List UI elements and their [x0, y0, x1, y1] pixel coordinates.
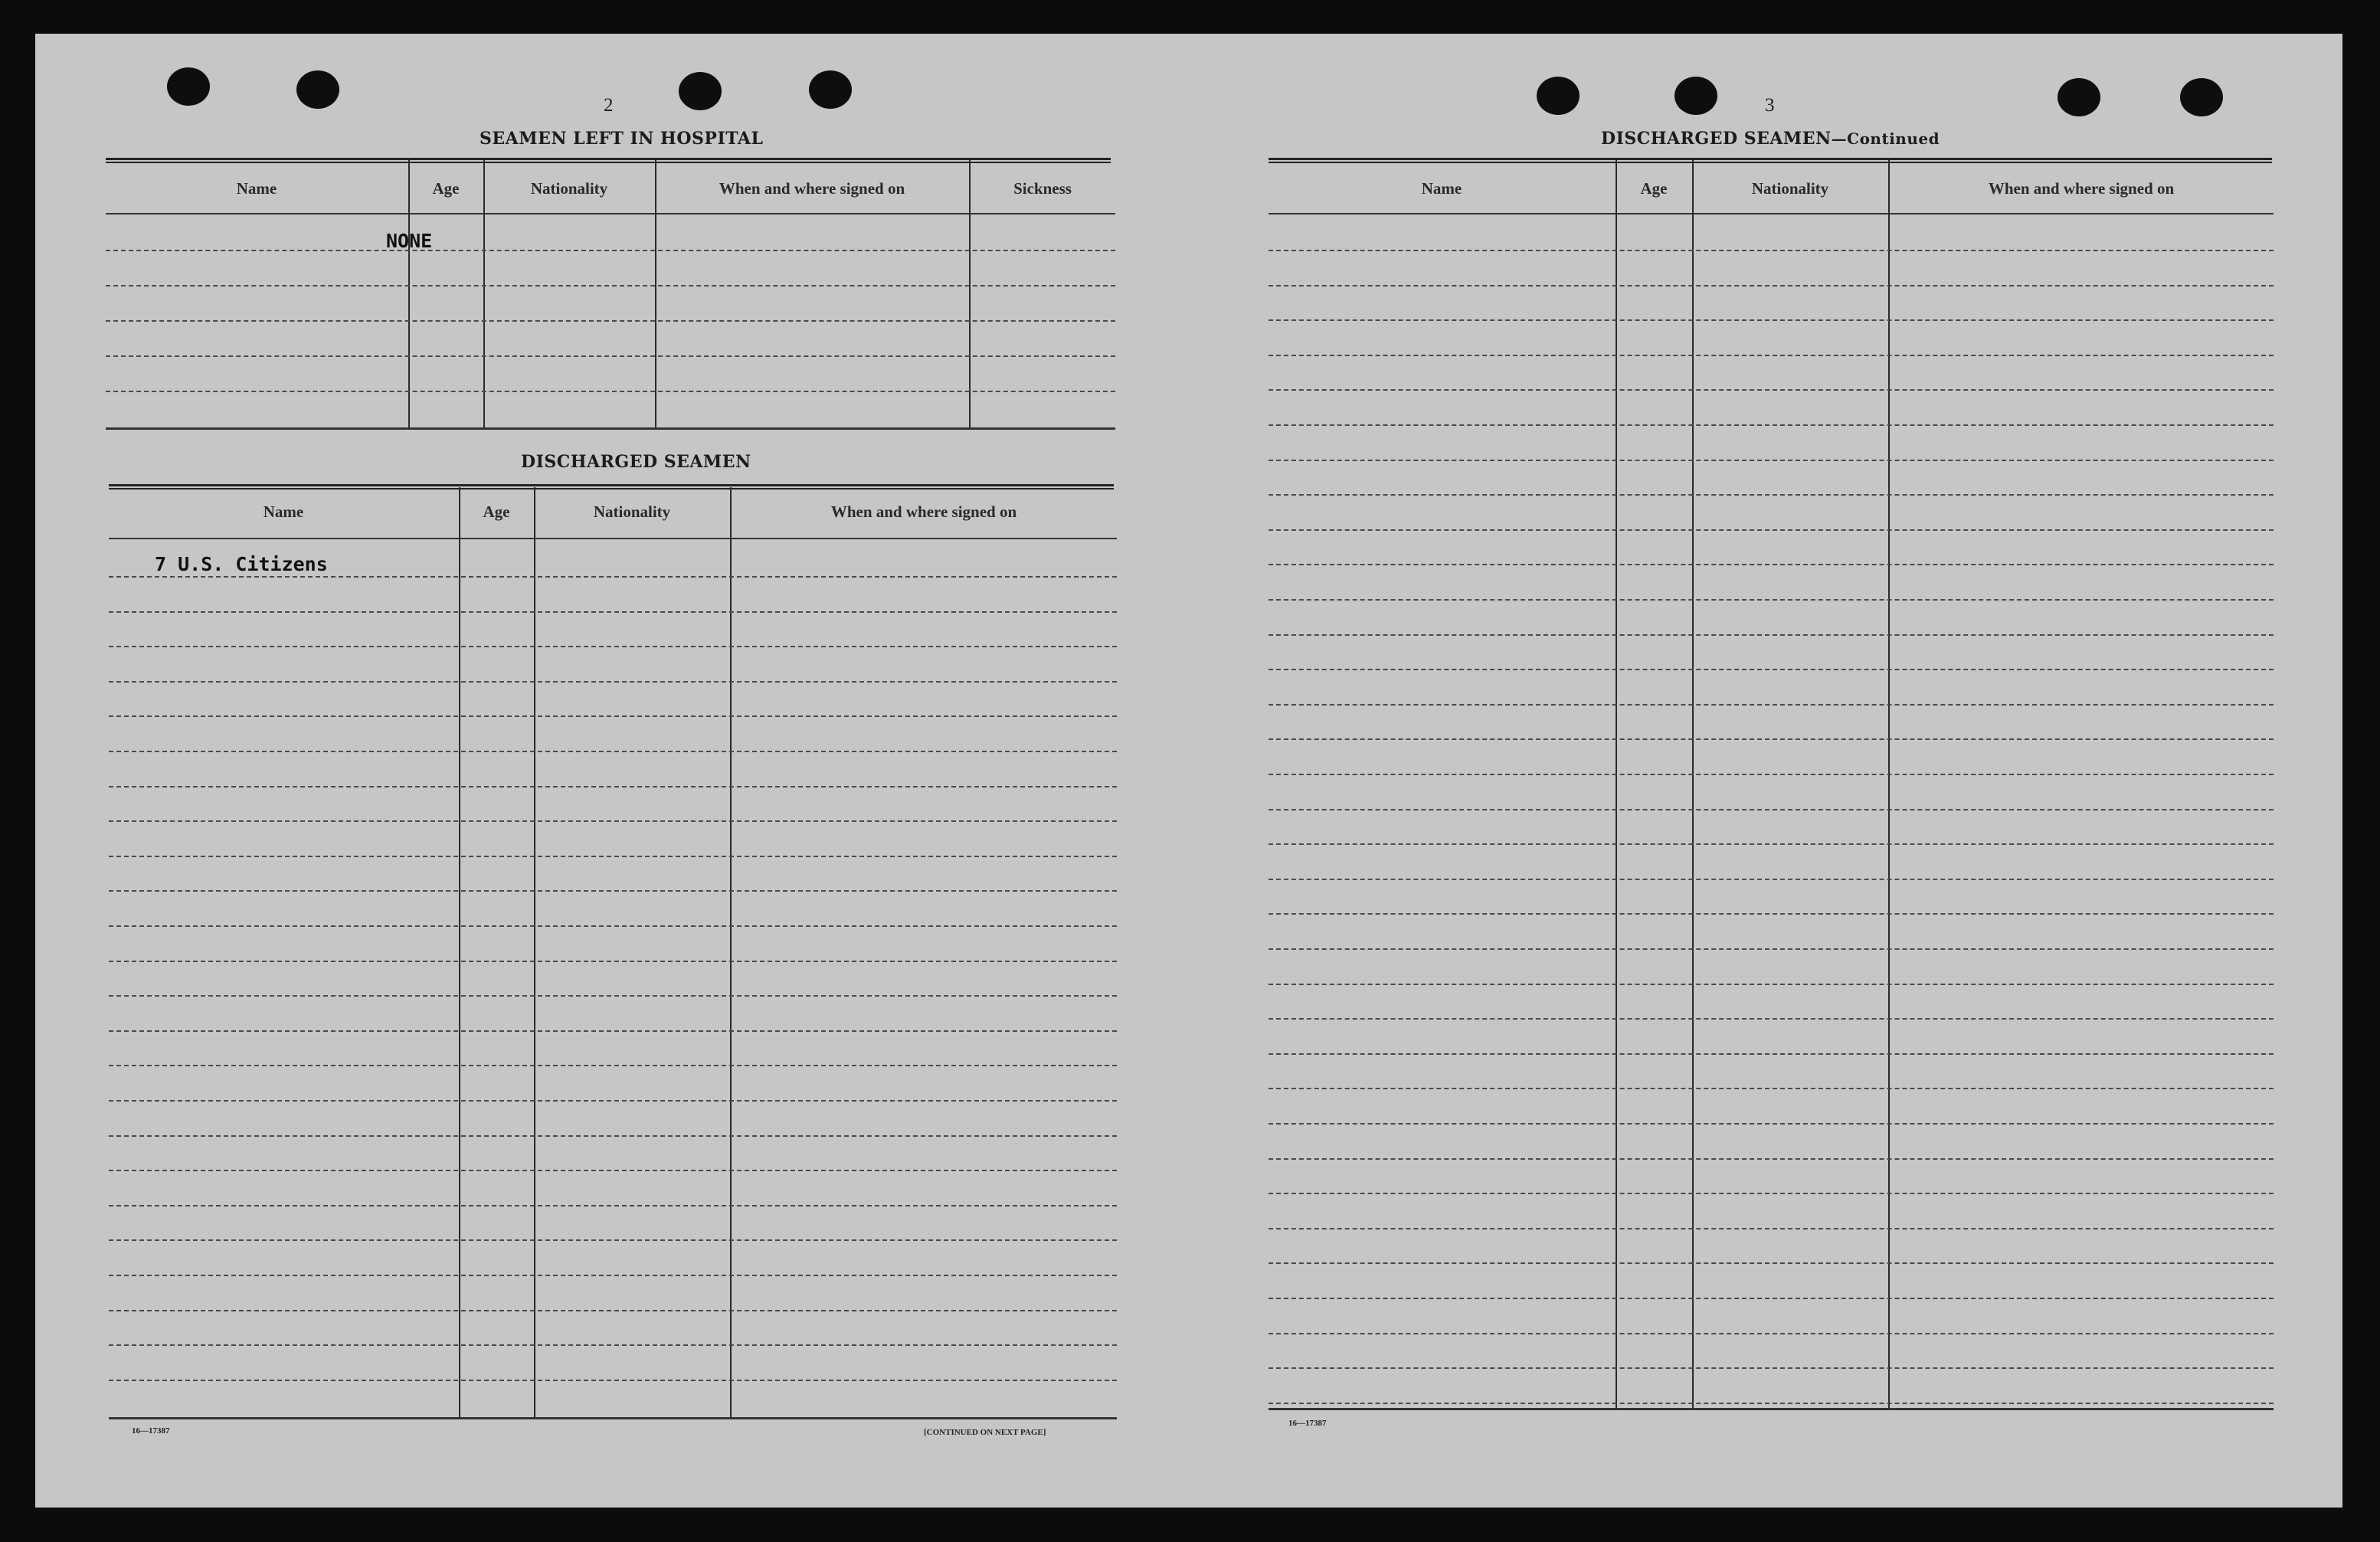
entry-line [106, 285, 1115, 286]
entry-line [1269, 879, 2274, 880]
entry-line [1269, 1053, 2274, 1055]
right-header-rule [1269, 213, 2274, 214]
entry-line [1269, 1298, 2274, 1299]
discharged-col-signed-on: When and where signed on [830, 503, 1017, 521]
column-divider [408, 159, 410, 427]
discharged-col-nationality: Nationality [593, 503, 671, 521]
entry-line [1269, 460, 2274, 461]
entry-line [106, 250, 1115, 251]
column-divider [1888, 159, 1890, 1408]
entry-line [109, 890, 1117, 892]
entry-line [109, 1380, 1117, 1381]
entry-line [1269, 285, 2274, 286]
entry-line [109, 995, 1117, 997]
entry-line [109, 611, 1117, 613]
entry-line [1269, 634, 2274, 636]
entry-line [1269, 1403, 2274, 1404]
hospital-typed-none: NONE [386, 230, 433, 252]
column-divider [483, 159, 485, 427]
column-divider [969, 159, 971, 427]
right-title-main: DISCHARGED SEAMEN [1601, 129, 1832, 149]
column-divider [730, 487, 732, 1417]
punch-hole [2058, 78, 2100, 116]
entry-line [109, 681, 1117, 683]
hospital-header-rule [106, 213, 1115, 214]
right-col-age: Age [1640, 179, 1668, 198]
punch-hole [1537, 77, 1580, 115]
right-col-nationality: Nationality [1751, 179, 1829, 198]
discharged-top-rule [109, 484, 1114, 489]
entry-line [109, 1135, 1117, 1137]
entry-line [109, 1030, 1117, 1032]
punch-hole [809, 70, 852, 109]
entry-line [1269, 669, 2274, 670]
entry-line [1269, 1228, 2274, 1229]
entry-line [1269, 599, 2274, 601]
punch-hole [1675, 77, 1717, 115]
discharged-typed-entry: 7 U.S. Citizens [155, 553, 328, 575]
hospital-bottom-rule [106, 427, 1115, 430]
entry-line [1269, 809, 2274, 810]
column-divider [534, 487, 535, 1417]
right-table-title [1601, 129, 1940, 149]
entry-line [109, 715, 1117, 717]
entry-line [1269, 564, 2274, 565]
entry-line [109, 1310, 1117, 1311]
entry-line [109, 961, 1117, 962]
entry-line [1269, 704, 2274, 706]
discharged-col-name: Name [263, 503, 304, 521]
form-number-right: 16—17387 [1288, 1419, 1327, 1428]
entry-line [109, 576, 1117, 578]
entry-line [1269, 529, 2274, 531]
entry-line [1269, 913, 2274, 915]
page-number-right: 3 [1765, 95, 1775, 116]
hospital-col-signed-on: When and where signed on [719, 179, 905, 198]
entry-line [109, 1344, 1117, 1346]
hospital-top-rule [106, 158, 1111, 163]
discharged-col-age: Age [483, 503, 510, 521]
entry-line [1269, 984, 2274, 985]
entry-line [1269, 1262, 2274, 1264]
entry-line [1269, 738, 2274, 740]
entry-line [109, 646, 1117, 647]
column-divider [459, 487, 460, 1417]
hospital-col-sickness: Sickness [1013, 179, 1072, 198]
entry-line [109, 786, 1117, 787]
discharged-header-rule [109, 538, 1117, 539]
entry-line [1269, 250, 2274, 251]
entry-line [1269, 1158, 2274, 1160]
right-title-suffix: —Continued [1831, 129, 1940, 148]
entry-line [109, 1239, 1117, 1241]
entry-line [109, 1205, 1117, 1206]
entry-line [109, 1275, 1117, 1276]
right-col-signed-on: When and where signed on [1988, 179, 2175, 198]
entry-line [1269, 1193, 2274, 1194]
entry-line [1269, 1367, 2274, 1369]
entry-line [109, 856, 1117, 857]
hospital-col-nationality: Nationality [530, 179, 608, 198]
entry-line [1269, 424, 2274, 426]
column-divider [1616, 159, 1617, 1408]
entry-line [106, 391, 1115, 392]
entry-line [1269, 355, 2274, 356]
entry-line [1269, 1018, 2274, 1020]
column-divider [1692, 159, 1694, 1408]
discharged-bottom-rule [109, 1417, 1117, 1419]
right-top-rule [1269, 158, 2272, 163]
entry-line [109, 1170, 1117, 1171]
entry-line [109, 751, 1117, 752]
right-col-name: Name [1421, 179, 1462, 198]
entry-line [106, 355, 1115, 357]
right-bottom-rule [1269, 1408, 2274, 1410]
punch-hole [296, 70, 339, 109]
hospital-col-age: Age [432, 179, 460, 198]
entry-line [109, 1065, 1117, 1066]
entry-line [1269, 319, 2274, 321]
page-number-left: 2 [604, 95, 614, 116]
entry-line [109, 925, 1117, 927]
entry-line [1269, 389, 2274, 391]
punch-hole [679, 72, 722, 110]
entry-line [1269, 1088, 2274, 1089]
entry-line [109, 1100, 1117, 1102]
entry-line [1269, 494, 2274, 496]
hospital-col-name: Name [236, 179, 277, 198]
entry-line [106, 320, 1115, 322]
entry-line [1269, 1123, 2274, 1125]
punch-hole [167, 67, 210, 106]
entry-line [1269, 1333, 2274, 1334]
punch-hole [2180, 78, 2223, 116]
entry-line [1269, 843, 2274, 845]
discharged-table-title: DISCHARGED SEAMEN [521, 452, 751, 472]
form-number-left: 16—17387 [132, 1426, 170, 1436]
entry-line [1269, 948, 2274, 950]
entry-line [1269, 774, 2274, 775]
document-sheet [35, 34, 2342, 1508]
hospital-table-title: SEAMEN LEFT IN HOSPITAL [480, 129, 764, 149]
column-divider [655, 159, 656, 427]
entry-line [109, 820, 1117, 822]
continued-note: [CONTINUED ON NEXT PAGE] [924, 1428, 1046, 1437]
